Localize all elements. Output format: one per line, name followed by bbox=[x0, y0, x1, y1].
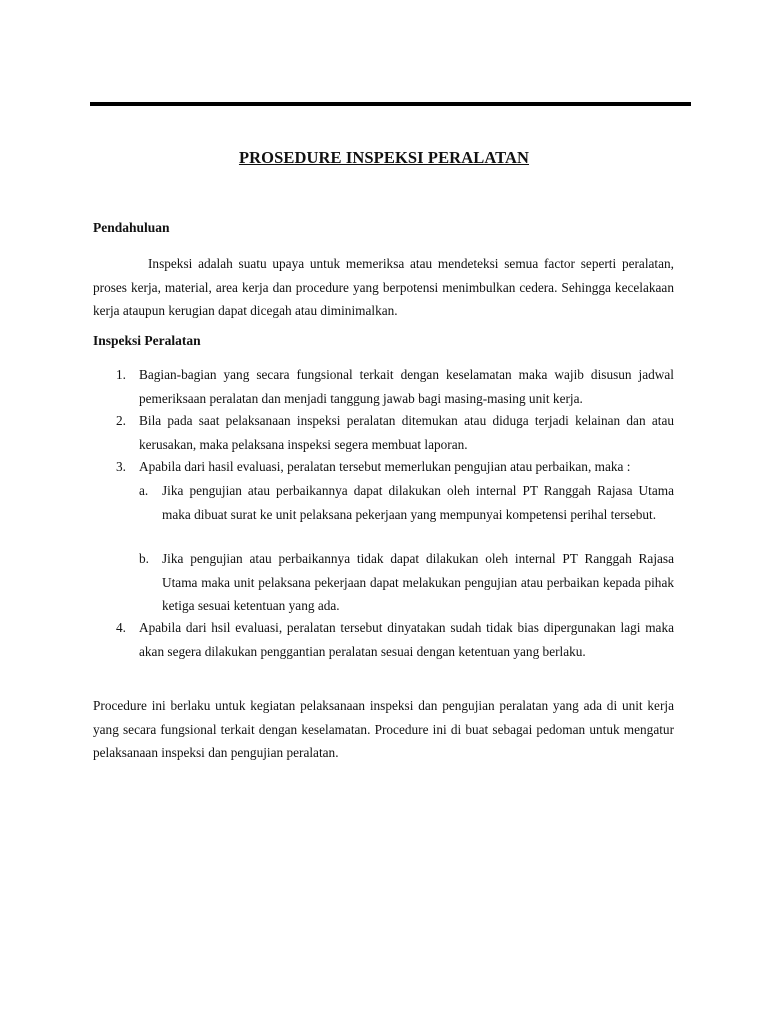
document-title: PROSEDURE INSPEKSI PERALATAN bbox=[238, 148, 530, 167]
list-item-2: Bila pada saat pelaksanaan inspeksi peralatan ditemukan atau diduga terjadi kelainan dan atau kerusakan, maka pelaksana inspeksi segera membuat laporan. bbox=[139, 413, 674, 452]
section-heading-pendahuluan: Pendahuluan bbox=[93, 220, 170, 235]
list-number-4: 4. bbox=[116, 620, 126, 635]
closing-paragraph: Procedure ini berlaku untuk kegiatan pelaksanaan inspeksi dan pengujian peralatan yang ada di unit kerja yang secara fungsional terkait dengan keselamatan. Procedure ini di buat sebagai pedoman untuk mengatur pelaksanaan inspeksi dan pengujian peralatan. bbox=[93, 698, 674, 760]
list-item-4: Apabila dari hsil evaluasi, peralatan tersebut dinyatakan sudah tidak bias dipergunakan lagi maka akan segera dilakukan penggantian peralatan sesuai dengan ketentuan yang berlaku. bbox=[139, 620, 674, 659]
list-number-1: 1. bbox=[116, 367, 126, 382]
list-item-1: Bagian-bagian yang secara fungsional terkait dengan keselamatan maka wajib disusun jadwal pemeriksaan peralatan dan menjadi tanggung jawab bagi masing-masing unit kerja. bbox=[139, 367, 674, 406]
section-heading-inspeksi-peralatan: Inspeksi Peralatan bbox=[93, 333, 201, 348]
sublist-item-a: Jika pengujian atau perbaikannya dapat dilakukan oleh internal PT Ranggah Rajasa Utama maka dibuat surat ke unit pelaksana pekerjaan yang mempunyai kompetensi perihal tersebut. bbox=[162, 483, 674, 522]
sublist-letter-b: b. bbox=[139, 551, 149, 566]
sublist-letter-a: a. bbox=[139, 483, 149, 498]
top-horizontal-rule bbox=[90, 102, 691, 106]
sublist-item-b: Jika pengujian atau perbaikannya tidak dapat dilakukan oleh internal PT Ranggah Rajasa Utama maka unit pelaksana pekerjaan dapat melakukan pengujian atau perbaikan kepada pihak ketiga sesuai ketentuan yang ada. bbox=[162, 551, 674, 613]
list-number-3: 3. bbox=[116, 459, 126, 474]
list-item-3: Apabila dari hasil evaluasi, peralatan tersebut memerlukan pengujian atau perbaikan, maka : bbox=[139, 459, 631, 474]
list-number-2: 2. bbox=[116, 413, 126, 428]
intro-paragraph: Inspeksi adalah suatu upaya untuk memeriksa atau mendeteksi semua factor seperti peralatan, proses kerja, material, area kerja dan procedure yang berpotensi menimbulkan cedera. Sehingga kecelakaan kerja ataupun kerugian dapat dicegah atau diminimalkan. bbox=[93, 256, 674, 318]
